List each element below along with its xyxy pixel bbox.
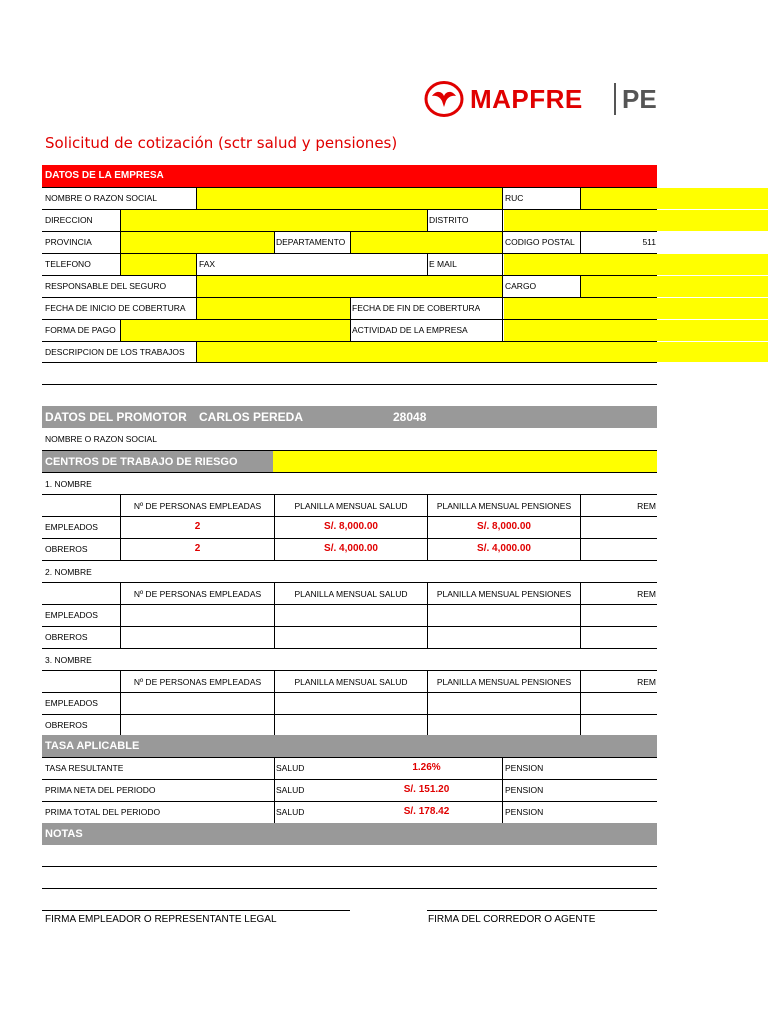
telefono-label: TELEFONO — [45, 259, 91, 269]
empleados-pensiones-cell[interactable]: S/. 8,000.00 — [477, 521, 531, 532]
mapfre-brand-text: MAPFRE — [470, 84, 583, 114]
col-header-pensiones: PLANILLA MENSUAL PENSIONES — [436, 677, 572, 687]
logo-divider — [614, 83, 616, 115]
fax-label: FAX — [199, 259, 216, 269]
fecha-fin-input[interactable] — [504, 298, 768, 319]
ruc-label: RUC — [505, 193, 524, 203]
promotor-header-label: DATOS DEL PROMOTOR — [45, 410, 187, 424]
cargo-label: CARGO — [505, 281, 537, 291]
notas-line-2 — [42, 888, 657, 889]
row-label-obreros: OBREROS — [45, 544, 88, 554]
col-header-salud: PLANILLA MENSUAL SALUD — [294, 501, 408, 511]
firma-corredor-label: FIRMA DEL CORREDOR O AGENTE — [428, 914, 596, 925]
col-header-rem: REM — [637, 501, 656, 511]
fecha-inicio-label: FECHA DE INICIO DE COBERTURA — [45, 303, 186, 313]
email-label: E MAIL — [429, 259, 457, 269]
forma-pago-input[interactable] — [121, 320, 350, 341]
tasa-pension-label: PENSION — [505, 763, 544, 773]
nombre-input[interactable] — [197, 188, 502, 209]
responsable-label: RESPONSABLE DEL SEGURO — [45, 281, 167, 291]
departamento-input[interactable] — [351, 232, 502, 253]
direccion-input[interactable] — [121, 210, 427, 231]
empleados-rem-cell[interactable] — [581, 516, 657, 538]
email-input[interactable] — [504, 254, 768, 275]
fecha-fin-label: FECHA DE FIN DE COBERTURA — [352, 303, 481, 313]
tasa-pension-label: PENSION — [505, 785, 544, 795]
forma-pago-label: FORMA DE PAGO — [45, 325, 116, 335]
fecha-inicio-input[interactable] — [197, 298, 350, 319]
col-header-salud: PLANILLA MENSUAL SALUD — [294, 589, 408, 599]
nombre-label: NOMBRE O RAZON SOCIAL — [45, 193, 157, 203]
tasa-row-label: PRIMA TOTAL DEL PERIODO — [45, 807, 161, 817]
tasa-salud-value[interactable]: S/. 178.42 — [403, 806, 450, 817]
promotor-name: CARLOS PEREDA — [199, 410, 304, 424]
obreros-salud-cell[interactable]: S/. 4,000.00 — [324, 543, 378, 554]
col-header-salud: PLANILLA MENSUAL SALUD — [294, 677, 408, 687]
codigo-postal-value[interactable]: 511 — [642, 237, 656, 247]
obreros-rem-cell[interactable] — [581, 538, 657, 560]
empleados-salud-cell[interactable]: S/. 8,000.00 — [324, 521, 378, 532]
col-header-rem: REM — [637, 677, 656, 687]
row-label-empleados: EMPLEADOS — [45, 522, 98, 532]
cargo-input[interactable] — [581, 276, 768, 297]
tasa-pension-label: PENSION — [505, 807, 544, 817]
direccion-label: DIRECCION — [45, 215, 93, 225]
empleados-personas-cell[interactable]: 2 — [194, 521, 201, 532]
form-title: Solicitud de cotización (sctr salud y pensiones) — [45, 134, 398, 152]
col-header-rem: REM — [637, 589, 656, 599]
telefono-input[interactable] — [121, 254, 196, 275]
provincia-label: PROVINCIA — [45, 237, 92, 247]
centro-group-label: 3. NOMBRE — [45, 655, 92, 665]
ruc-input[interactable] — [581, 188, 768, 209]
promotor-code: 28048 — [393, 410, 427, 424]
firma-empleador-label: FIRMA EMPLEADOR O REPRESENTANTE LEGAL — [45, 914, 277, 925]
tasa-header: TASA APLICABLE — [42, 735, 657, 757]
tasa-salud-label: SALUD — [276, 763, 305, 773]
promotor-nombre-label: NOMBRE O RAZON SOCIAL — [45, 434, 157, 444]
obreros-personas-cell[interactable]: 2 — [194, 543, 201, 554]
tasa-row-label: PRIMA NETA DEL PERIODO — [45, 785, 156, 795]
col-header-personas: Nº DE PERSONAS EMPLEADAS — [133, 677, 262, 687]
mapfre-country-text: PE — [622, 84, 657, 114]
col-header-pensiones: PLANILLA MENSUAL PENSIONES — [436, 589, 572, 599]
actividad-input[interactable] — [504, 320, 768, 341]
tasa-row-label: TASA RESULTANTE — [45, 763, 124, 773]
empresa-header: DATOS DE LA EMPRESA — [42, 165, 657, 187]
responsable-input[interactable] — [197, 276, 502, 297]
row-label-empleados: EMPLEADOS — [45, 610, 98, 620]
descripcion-input[interactable] — [197, 342, 768, 362]
obreros-rem-cell[interactable] — [581, 714, 657, 736]
actividad-label: ACTIVIDAD DE LA EMPRESA — [352, 325, 468, 335]
tasa-salud-label: SALUD — [276, 807, 305, 817]
descripcion-label: DESCRIPCION DE LOS TRABAJOS — [45, 347, 185, 357]
row-label-empleados: EMPLEADOS — [45, 698, 98, 708]
notas-line-1 — [42, 866, 657, 867]
notas-header: NOTAS — [42, 823, 657, 845]
distrito-input[interactable] — [504, 210, 768, 231]
centros-header: CENTROS DE TRABAJO DE RIESGO — [42, 451, 273, 472]
tasa-salud-value[interactable]: 1.26% — [412, 762, 441, 773]
centro-group-label: 2. NOMBRE — [45, 567, 92, 577]
tasa-salud-value[interactable]: S/. 151.20 — [403, 784, 450, 795]
col-header-personas: Nº DE PERSONAS EMPLEADAS — [133, 501, 262, 511]
empleados-rem-cell[interactable] — [581, 692, 657, 714]
obreros-rem-cell[interactable] — [581, 626, 657, 648]
promotor-header — [42, 406, 657, 428]
distrito-label: DISTRITO — [429, 215, 469, 225]
codigo-postal-label: CODIGO POSTAL — [505, 237, 575, 247]
mapfre-logo — [424, 80, 664, 118]
obreros-pensiones-cell[interactable]: S/. 4,000.00 — [477, 543, 531, 554]
firma-empleador-line — [42, 910, 350, 911]
centro-group-label: 1. NOMBRE — [45, 479, 92, 489]
departamento-label: DEPARTAMENTO — [276, 237, 346, 247]
mapfre-emblem-icon — [424, 80, 464, 118]
firma-corredor-line — [427, 910, 657, 911]
row-label-obreros: OBREROS — [45, 720, 88, 730]
empleados-rem-cell[interactable] — [581, 604, 657, 626]
col-header-pensiones: PLANILLA MENSUAL PENSIONES — [436, 501, 572, 511]
centros-input[interactable] — [273, 451, 657, 472]
tasa-salud-label: SALUD — [276, 785, 305, 795]
row-label-obreros: OBREROS — [45, 632, 88, 642]
col-header-personas: Nº DE PERSONAS EMPLEADAS — [133, 589, 262, 599]
provincia-input[interactable] — [121, 232, 274, 253]
